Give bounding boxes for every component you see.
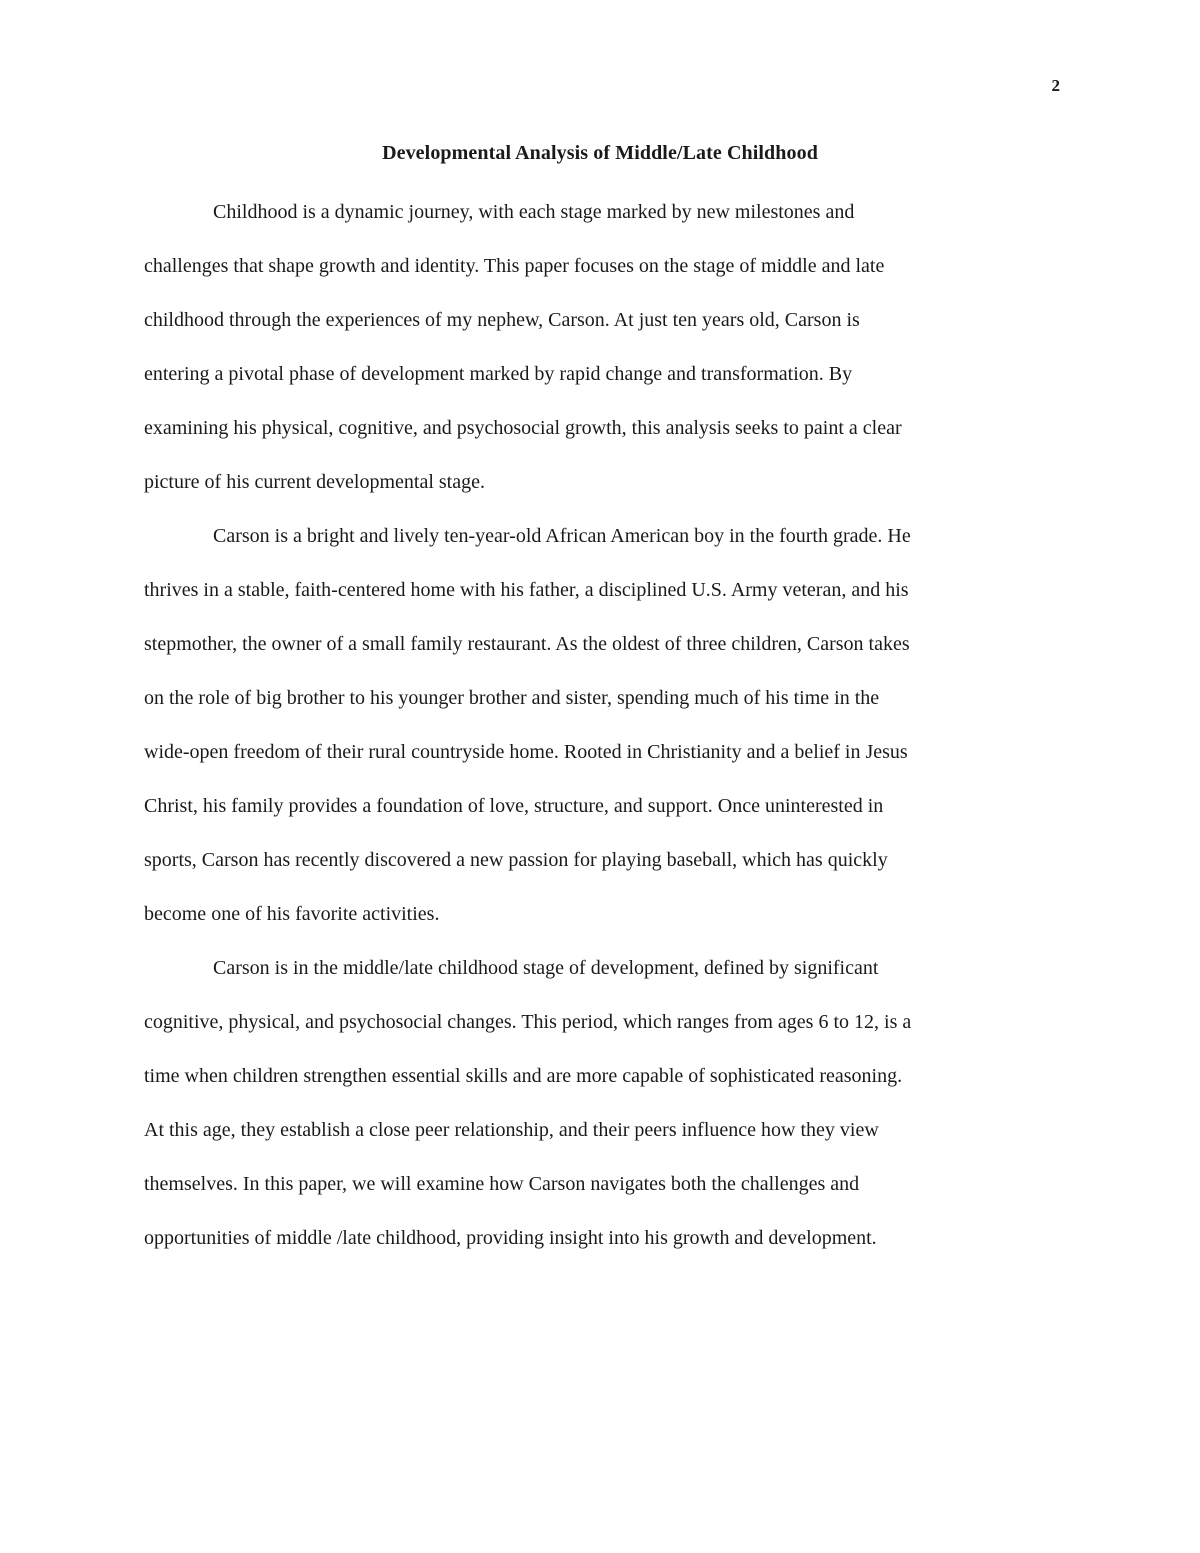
text-line: opportunities of middle /late childhood, providing insight into his growth and development. (144, 1227, 877, 1249)
text-line: Carson is in the middle/late childhood stage of development, defined by significant (213, 957, 879, 979)
text-line: Carson is a bright and lively ten-year-old African American boy in the fourth grade. He (213, 525, 911, 547)
text-line: cognitive, physical, and psychosocial changes. This period, which ranges from ages 6 to 12, is a (144, 1011, 912, 1033)
text-line: time when children strengthen essential skills and are more capable of sophisticated reasoning. (144, 1065, 903, 1087)
paragraph-2 (144, 509, 1055, 941)
text-line: sports, Carson has recently discovered a new passion for playing baseball, which has quickly (144, 849, 888, 871)
text-line: themselves. In this paper, we will examine how Carson navigates both the challenges and (144, 1173, 860, 1195)
text-line: childhood through the experiences of my nephew, Carson. At just ten years old, Carson is (144, 309, 860, 331)
page-number: 2 (1051, 76, 1060, 95)
text-line: entering a pivotal phase of development marked by rapid change and transformation. By (144, 363, 853, 385)
document-body (144, 185, 1055, 1265)
text-line: stepmother, the owner of a small family restaurant. As the oldest of three children, Carson takes (144, 633, 910, 655)
text-line: picture of his current developmental stage. (144, 471, 485, 493)
paragraph-1 (144, 185, 1055, 509)
text-line: challenges that shape growth and identity. This paper focuses on the stage of middle and late (144, 255, 885, 277)
text-line: Christ, his family provides a foundation of love, structure, and support. Once uninterested in (144, 795, 884, 817)
document-title: Developmental Analysis of Middle/Late Childhood (382, 142, 818, 164)
text-line: At this age, they establish a close peer relationship, and their peers influence how they view (144, 1119, 879, 1141)
text-line: on the role of big brother to his younger brother and sister, spending much of his time in the (144, 687, 880, 709)
text-line: thrives in a stable, faith-centered home with his father, a disciplined U.S. Army veteran, and his (144, 579, 909, 601)
text-line: Childhood is a dynamic journey, with each stage marked by new milestones and (213, 201, 855, 223)
text-line: wide-open freedom of their rural countryside home. Rooted in Christianity and a belief in Jesus (144, 741, 908, 763)
text-line: examining his physical, cognitive, and psychosocial growth, this analysis seeks to paint a clear (144, 417, 902, 439)
text-line: become one of his favorite activities. (144, 903, 440, 925)
paragraph-3 (144, 941, 1055, 1265)
